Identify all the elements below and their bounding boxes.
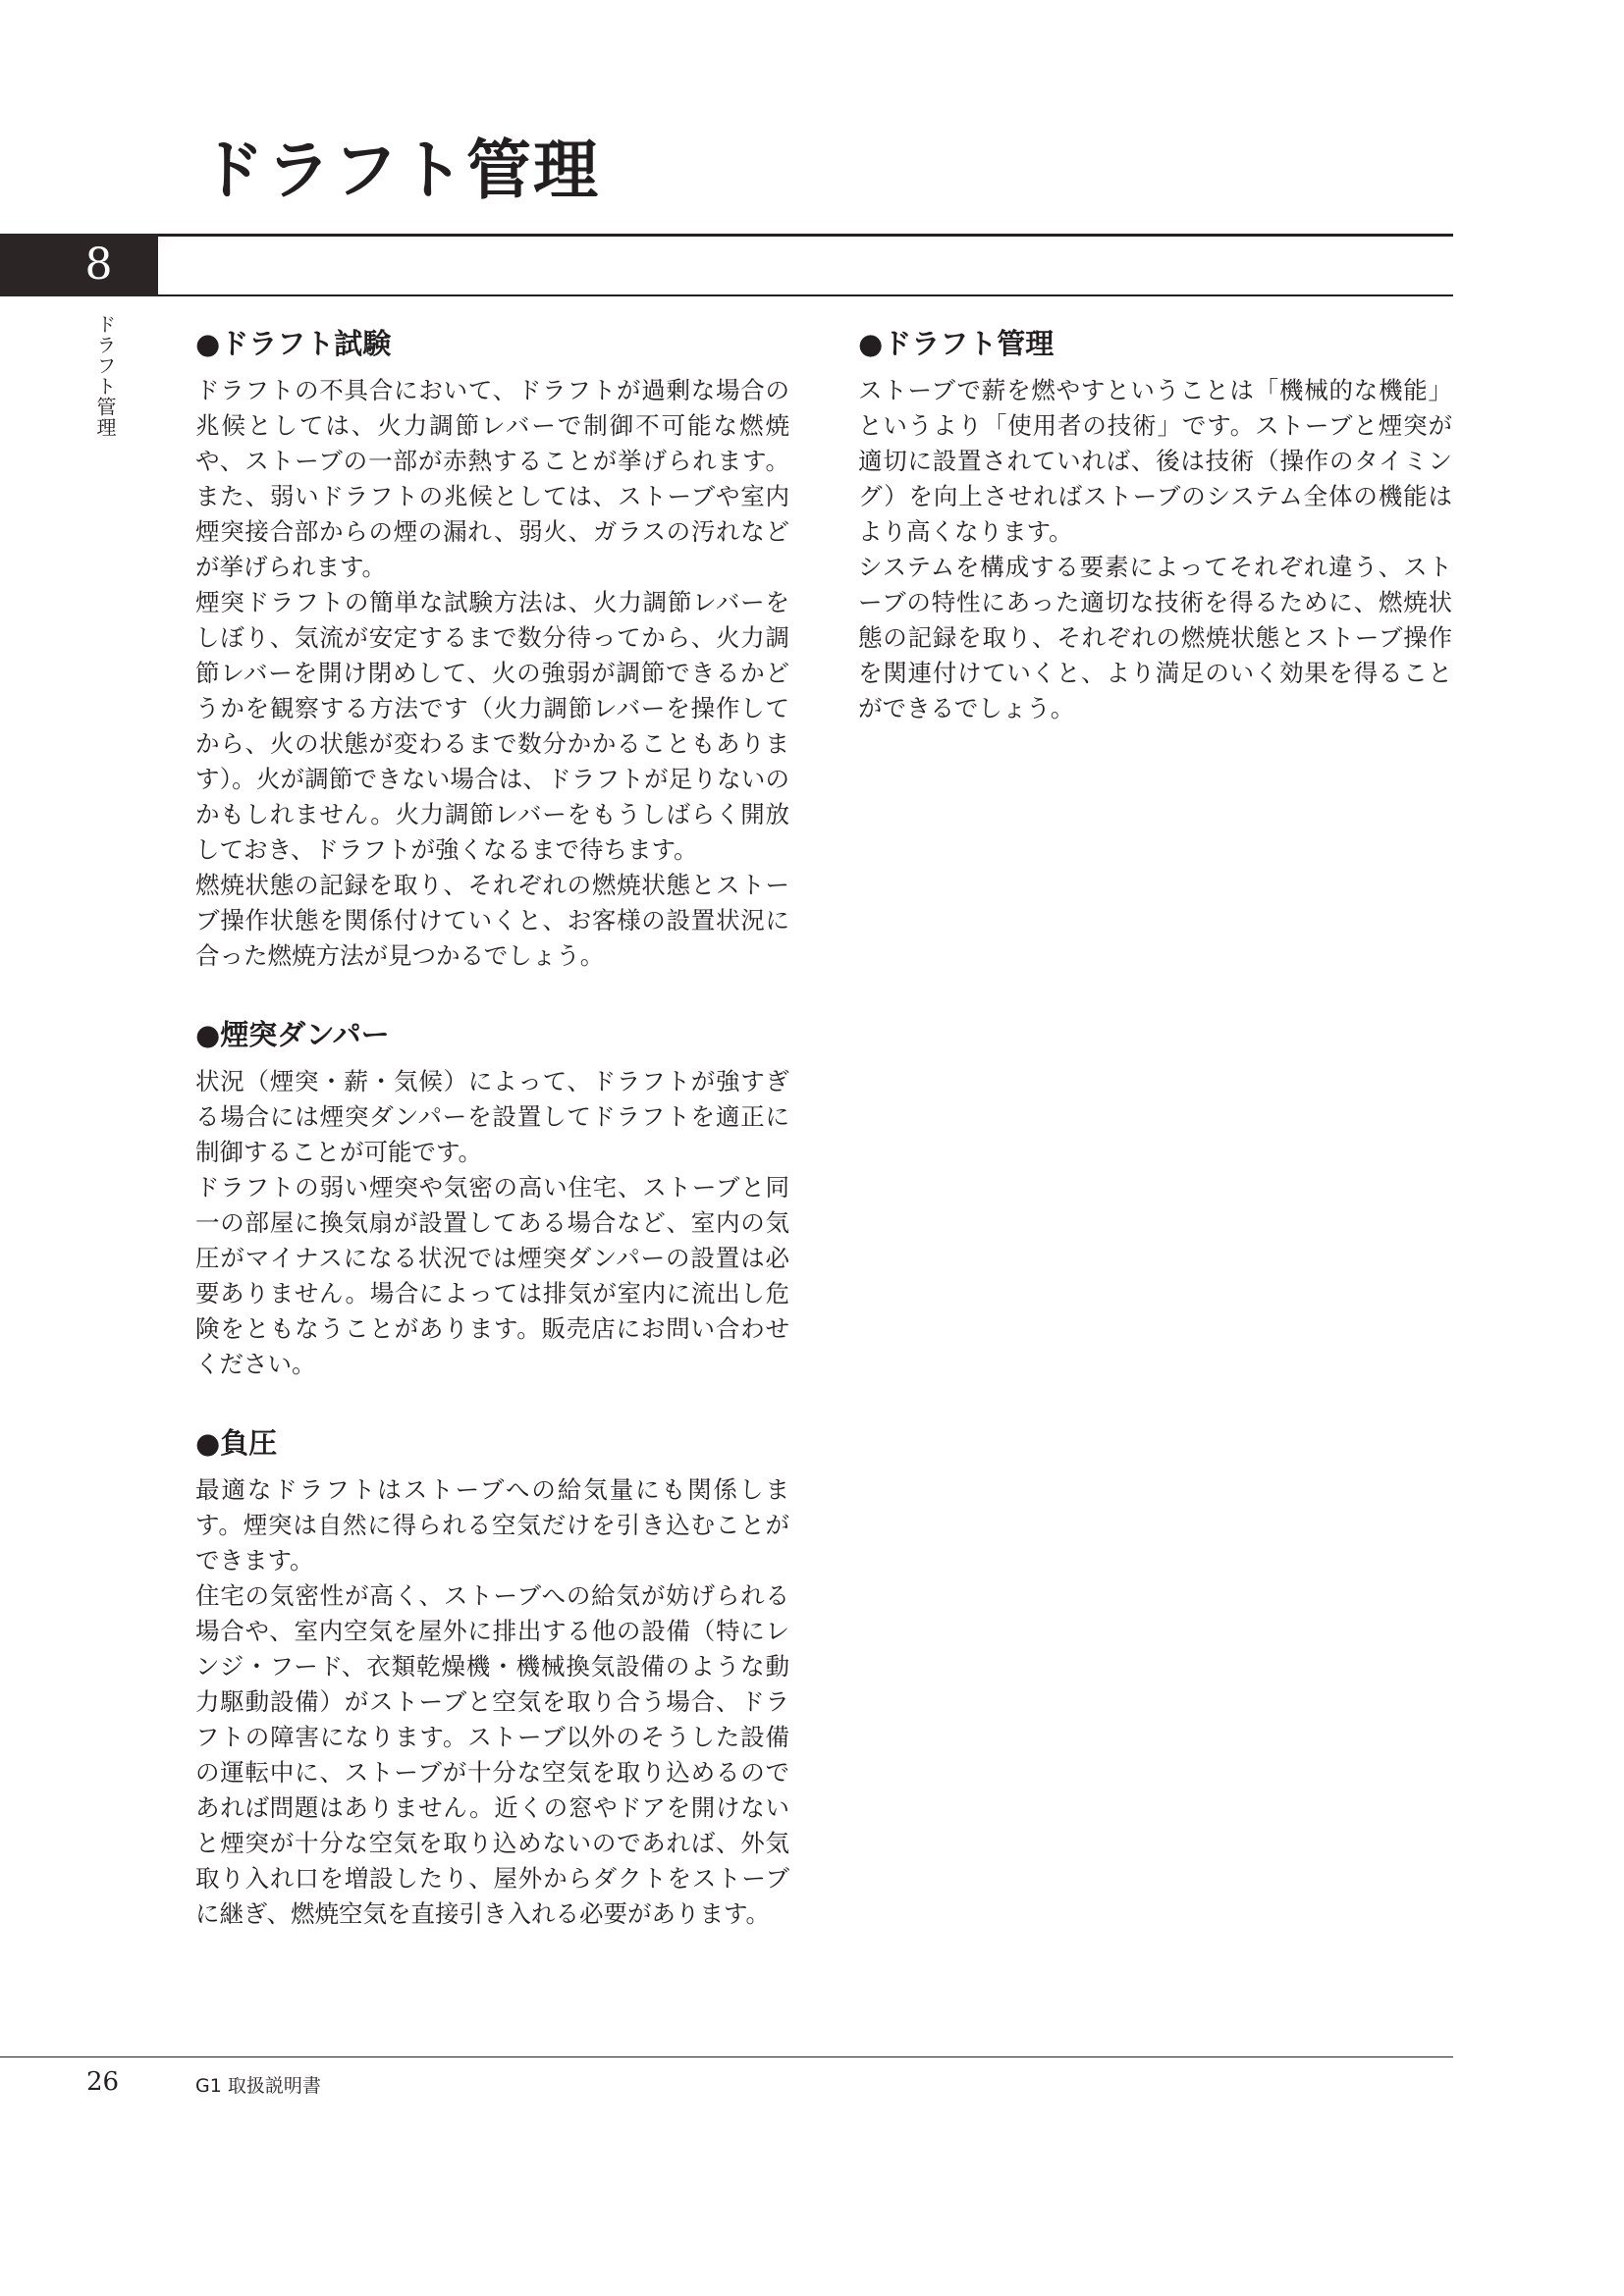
section-paragraph: 煙突ドラフトの簡単な試験方法は、火力調節レバーをしぼり、気流が安定するまで数分待ってから、火力調節レバーを開け閉めして、火の強弱が調節できるかどうかを観察する方法です（火力調節レバーを操作してから、火の状態が変わるまで数分かかることもあります）。火が調節できない場合は、ドラフトが足りないのかもしれません。火力調節レバーをもうしばらく開放しておき、ドラフトが強くなるまで待ちます。 xyxy=(195,588,789,864)
section-chimney-damper xyxy=(195,1013,789,1382)
section-paragraph: ドラフトの不具合において、ドラフトが過剰な場合の兆候としては、火力調節レバーで制御不可能な燃焼や、ストーブの一部が赤熱することが挙げられます。また、弱いドラフトの兆候としては、ストーブや室内煙突接合部からの煙の漏れ、弱火、ガラスの汚れなどが挙げられます。 xyxy=(195,376,789,581)
chapter-rule-bottom xyxy=(158,294,1453,296)
chapter-rule-top xyxy=(158,234,1453,237)
section-heading: ●ドラフト管理 xyxy=(858,327,1055,360)
section-paragraph: 状況（煙突・薪・気候）によって、ドラフトが強すぎる場合には煙突ダンパーを設置してドラフトを適正に制御することが可能です。 xyxy=(195,1067,789,1166)
section-heading: ●負圧 xyxy=(195,1426,278,1460)
chapter-number-box xyxy=(0,234,158,296)
footer-rule xyxy=(0,2056,1453,2057)
section-paragraph: システムを構成する要素によってそれぞれ違う、ストーブの特性にあった適切な技術を得るために、燃焼状態の記録を取り、それぞれの燃焼状態とストーブ操作を関連付けていくと、より満足のいく効果を得ることができるでしょう。 xyxy=(858,553,1452,722)
right-column xyxy=(858,322,1452,766)
chapter-number: 8 xyxy=(84,240,113,290)
section-paragraph: 燃焼状態の記録を取り、それぞれの燃焼状態とストーブ操作状態を関係付けていくと、お客様の設置状況に合った燃焼方法が見つかるでしょう。 xyxy=(195,871,789,970)
side-chapter-label: ドラフト管理 xyxy=(93,314,117,438)
section-heading: ●煙突ダンパー xyxy=(195,1018,390,1051)
section-negative-pressure xyxy=(195,1421,789,1932)
left-column xyxy=(195,322,789,1971)
section-heading: ●ドラフト試験 xyxy=(195,327,392,360)
section-paragraph: 最適なドラフトはストーブへの給気量にも関係します。煙突は自然に得られる空気だけを引き込むことができます。 xyxy=(195,1475,789,1575)
section-paragraph: ドラフトの弱い煙突や気密の高い住宅、ストーブと同一の部屋に換気扇が設置してある場合など、室内の気圧がマイナスになる状況では煙突ダンパーの設置は必要ありません。場合によっては排気が室内に流出し危険をともなうことがあります。販売店にお問い合わせください。 xyxy=(195,1173,789,1378)
section-draft-management xyxy=(858,322,1452,726)
page-number: 26 xyxy=(86,2067,120,2097)
section-draft-test xyxy=(195,322,789,974)
page-title: ドラフト管理 xyxy=(199,132,600,208)
footer-document-name: G1 取扱説明書 xyxy=(195,2075,321,2097)
section-paragraph: 住宅の気密性が高く、ストーブへの給気が妨げられる場合や、室内空気を屋外に排出する他の設備（特にレンジ・フード、衣類乾燥機・機械換気設備のような動力駆動設備）がストーブと空気を取り合う場合、ドラフトの障害になります。ストーブ以外のそうした設備の運転中に、ストーブが十分な空気を取り込めるのであれば問題はありません。近くの窓やドアを開けないと煙突が十分な空気を取り込めないのであれば、外気取り入れ口を増設したり、屋外からダクトをストーブに継ぎ、燃焼空気を直接引き入れる必要があります。 xyxy=(195,1581,789,1928)
section-paragraph: ストーブで薪を燃やすということは「機械的な機能」というより「使用者の技術」です。ストーブと煙突が適切に設置されていれば、後は技術（操作のタイミング）を向上させればストーブのシステム全体の機能はより高くなります。 xyxy=(858,376,1452,546)
chapter-bar xyxy=(0,234,1453,296)
